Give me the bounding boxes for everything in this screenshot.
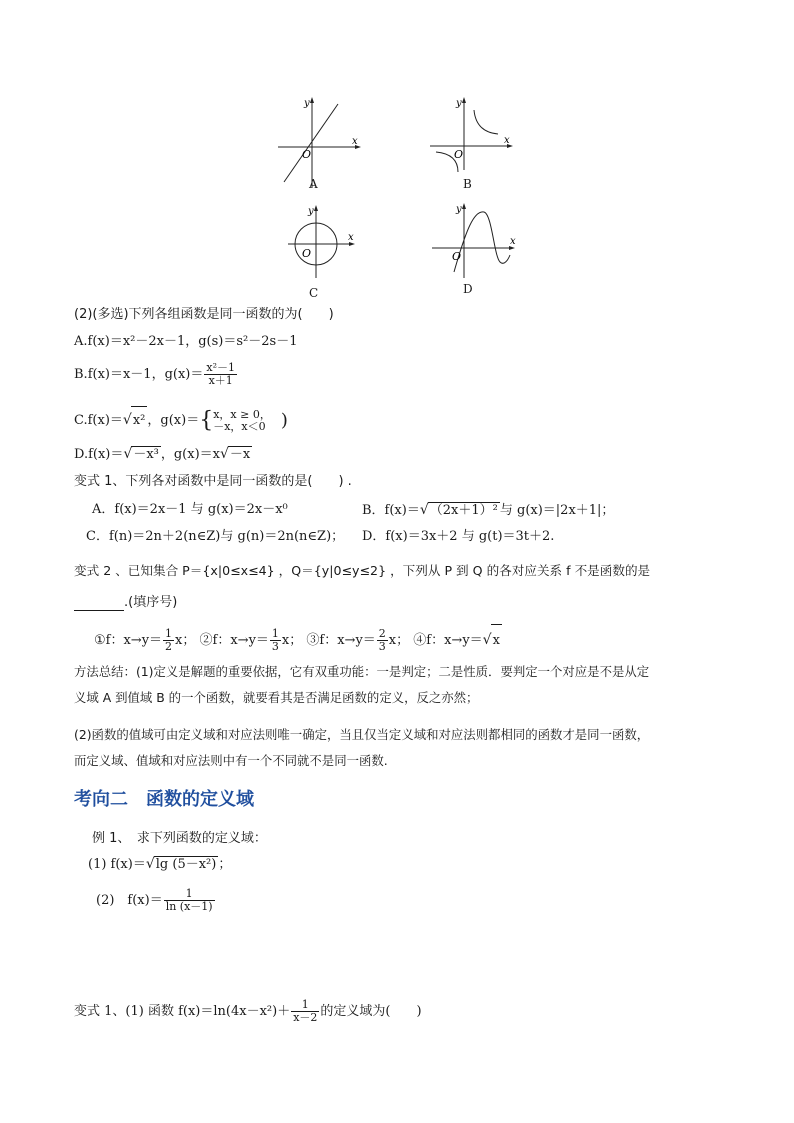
example-1-stem: 例 1、 求下列函数的定义域：: [92, 831, 267, 846]
graph-c: [286, 200, 366, 280]
caption-c: C: [309, 286, 319, 300]
summary-line-2: 义域 A 到值域 B 的一个函数，就要看其是否满足函数的定义，反之亦然；: [74, 690, 479, 705]
caption-d: D: [463, 282, 473, 296]
x-label: x: [510, 236, 516, 247]
v1-option-b: B．f(x)＝√（2x＋1）² 与 g(x)＝|2x＋1|；: [362, 502, 615, 518]
v2-blank-line: .(填序号): [74, 595, 177, 611]
q2-option-b: B.f(x)＝x－1，g(x)＝ $\frac{\text{x²－1}}{x+1}$: [74, 361, 235, 387]
q2-option-c: C.f(x)＝√x² ，g(x)＝{ x，x ≥ 0， －x，x＜0 ): [74, 406, 288, 435]
origin-label: O: [454, 148, 464, 161]
summary-line-1: 方法总结：(1)定义是解题的重要依据，它有双重功能：一是判定；二是性质．要判定一个对应是不是从定: [74, 664, 650, 679]
q2-option-a: A.f(x)＝x²－2x－1，g(s)＝s²－2s－1: [74, 334, 298, 349]
v2-stem: 变式 2 、已知集合 P＝{x|0≤x≤4} ，Q＝{y|0≤y≤2} ，下列从 P 到 Q 的各对应关系 f 不是函数的是: [74, 563, 651, 578]
graph-b: [428, 92, 518, 172]
caption-b: B: [463, 177, 472, 191]
x-label: x: [348, 232, 354, 243]
origin-label: O: [302, 247, 312, 260]
caption-a: A: [309, 177, 318, 191]
v1-stem: 变式 1、下列各对函数中是同一函数的是( ) .: [74, 474, 352, 489]
graph-a: [276, 92, 366, 192]
origin-label: O: [452, 250, 462, 263]
x-label: x: [352, 136, 358, 147]
y-label: y: [456, 98, 462, 109]
v2-options: ①f：x→y＝ $\frac{1}{2}$ x； ②f：x→y＝ $\frac{1}{3}$ x； ③f：x→y＝ $\frac{2}{3}$ x； ④f：x→y＝√x: [94, 624, 502, 657]
q2-option-d: D.f(x)＝√－x³ ，g(x)＝x√－x: [74, 446, 251, 462]
section-heading: 考向二 函数的定义域: [74, 789, 254, 810]
v1-option-a: A．f(x)＝2x－1 与 g(x)＝2x－x⁰: [92, 502, 288, 517]
y-label: y: [456, 204, 462, 215]
q2-stem: (2)(多选)下列各组函数是同一函数的为( ): [74, 307, 334, 322]
example-1-part-2: (2) f(x)＝ $\frac{1}{\ln (x-1)}$: [96, 887, 213, 913]
summary-line-4: 而定义域、值域和对应法则中有一个不同就不是同一函数.: [74, 753, 388, 768]
x-label: x: [504, 135, 510, 146]
graph-d: [430, 200, 520, 280]
y-label: y: [304, 98, 310, 109]
v1-option-c: C．f(n)＝2n＋2(n∈Z)与 g(n)＝2n(n∈Z)；: [86, 529, 345, 544]
v1-option-d: D．f(x)＝3x＋2 与 g(t)＝3t＋2.: [362, 529, 555, 544]
y-label: y: [308, 206, 314, 217]
example-1-part-1: (1) f(x)＝√lg (5－x²) ；: [88, 856, 232, 872]
answer-blank[interactable]: [74, 598, 124, 611]
variant-1-domain: 变式 1、(1) 函数 f(x)＝ln(4x－x²)＋ $\frac{1}{x-2}$ 的定义域为( ): [74, 998, 422, 1024]
origin-label: O: [302, 148, 312, 161]
summary-line-3: (2)函数的值域可由定义域和对应法则唯一确定，当且仅当定义域和对应法则都相同的函数才是同一函数，: [74, 727, 650, 742]
